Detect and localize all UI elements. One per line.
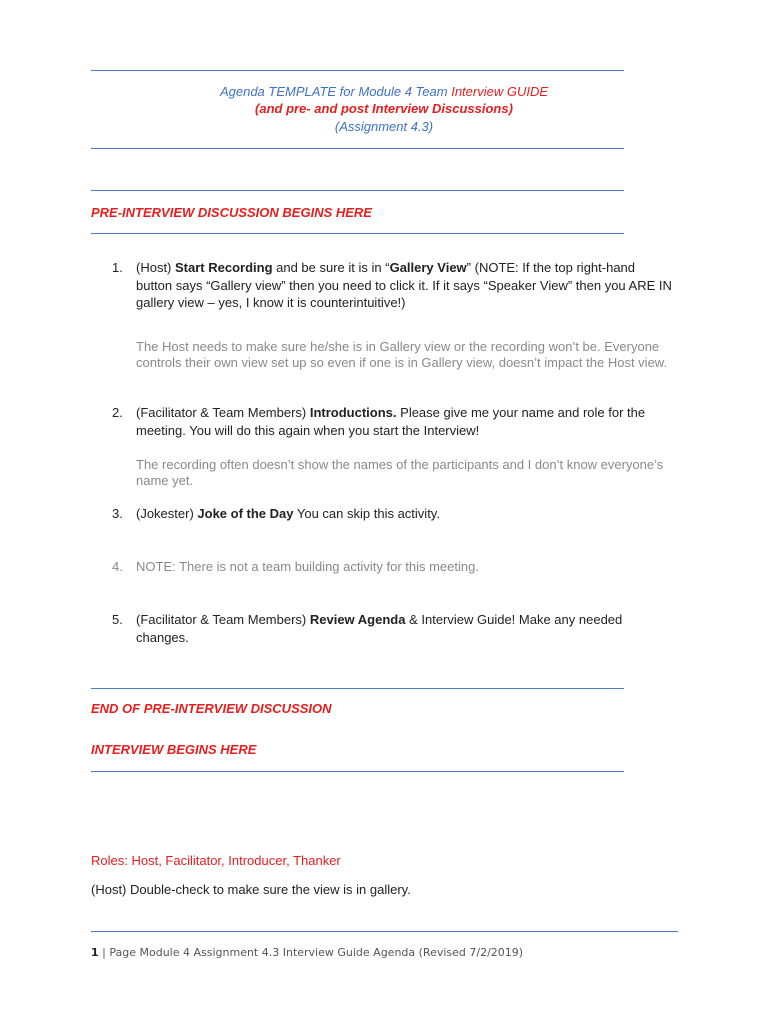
assignment-label: (Assignment 4.3) <box>334 119 434 134</box>
divider <box>91 190 624 191</box>
item-text: ” (NOTE: If the top right-hand button says “Gallery view” then you need to click it. If it says “Speaker View” then you ARE IN gallery view – yes, I know it is counterintuitive!) <box>136 260 672 310</box>
footer-divider <box>91 931 678 932</box>
item-text: (Host) <box>136 260 175 275</box>
item-emphasis: Gallery View <box>389 260 467 275</box>
divider <box>91 70 624 71</box>
divider <box>91 688 624 689</box>
pre-interview-heading: PRE-INTERVIEW DISCUSSION BEGINS HERE <box>91 205 372 220</box>
list-item <box>112 404 672 439</box>
item-emphasis: Joke of the Day <box>197 506 294 521</box>
footer-text: Page Module 4 Assignment 4.3 Interview Guide Agenda (Revised 7/2/2019) <box>109 946 524 959</box>
divider <box>91 233 624 234</box>
item-text: & Interview Guide! Make any needed changes. <box>136 612 623 645</box>
list-item <box>112 611 672 646</box>
host-check-line: (Host) Double-check to make sure the view is in gallery. <box>91 882 411 897</box>
item-number: 5. <box>112 612 123 627</box>
list-item <box>112 505 672 523</box>
item-note: The Host needs to make sure he/she is in Gallery view or the recording won’t be. Everyone controls their own view set up so even if one is in Gallery view, doesn’t impact the Host view. <box>136 339 668 370</box>
item-emphasis: Introductions. <box>309 405 397 420</box>
item-text: Please give me your name and role for the meeting. You will do this again when you start the Interview! <box>136 405 646 438</box>
item-text: NOTE: There is not a team building activity for this meeting. <box>136 559 479 574</box>
item-text: (Facilitator & Team Members) <box>136 405 310 420</box>
divider <box>91 771 624 772</box>
document-title <box>0 83 768 100</box>
item-emphasis: Review Agenda <box>309 612 406 627</box>
item-number: 4. <box>112 559 123 574</box>
item-text: and be sure it is in “ <box>272 260 390 275</box>
end-pre-interview-heading: END OF PRE-INTERVIEW DISCUSSION <box>91 701 332 716</box>
item-emphasis: Start Recording <box>175 260 273 275</box>
item-note: The recording often doesn’t show the names of the participants and I don’t know everyone’s name yet. <box>136 457 664 488</box>
divider <box>91 148 624 149</box>
item-number: 1. <box>112 260 123 275</box>
list-item <box>112 259 672 312</box>
item-number: 3. <box>112 506 123 521</box>
title-part: Agenda TEMPLATE for Module 4 Team <box>219 84 452 99</box>
title-highlight: Interview GUIDE <box>451 84 549 99</box>
footer-separator: | <box>98 946 110 959</box>
item-text: You can skip this activity. <box>293 506 440 521</box>
item-text: (Facilitator & Team Members) <box>136 612 310 627</box>
list-item <box>112 558 672 576</box>
page-number: 1 <box>91 946 99 959</box>
roles-line: Roles: Host, Facilitator, Introducer, Thanker <box>91 853 341 868</box>
page-footer <box>91 946 523 959</box>
interview-begins-heading: INTERVIEW BEGINS HERE <box>91 742 257 757</box>
item-text: (Jokester) <box>136 506 198 521</box>
item-number: 2. <box>112 405 123 420</box>
document-subtitle: (and pre- and post Interview Discussions) <box>255 101 513 116</box>
